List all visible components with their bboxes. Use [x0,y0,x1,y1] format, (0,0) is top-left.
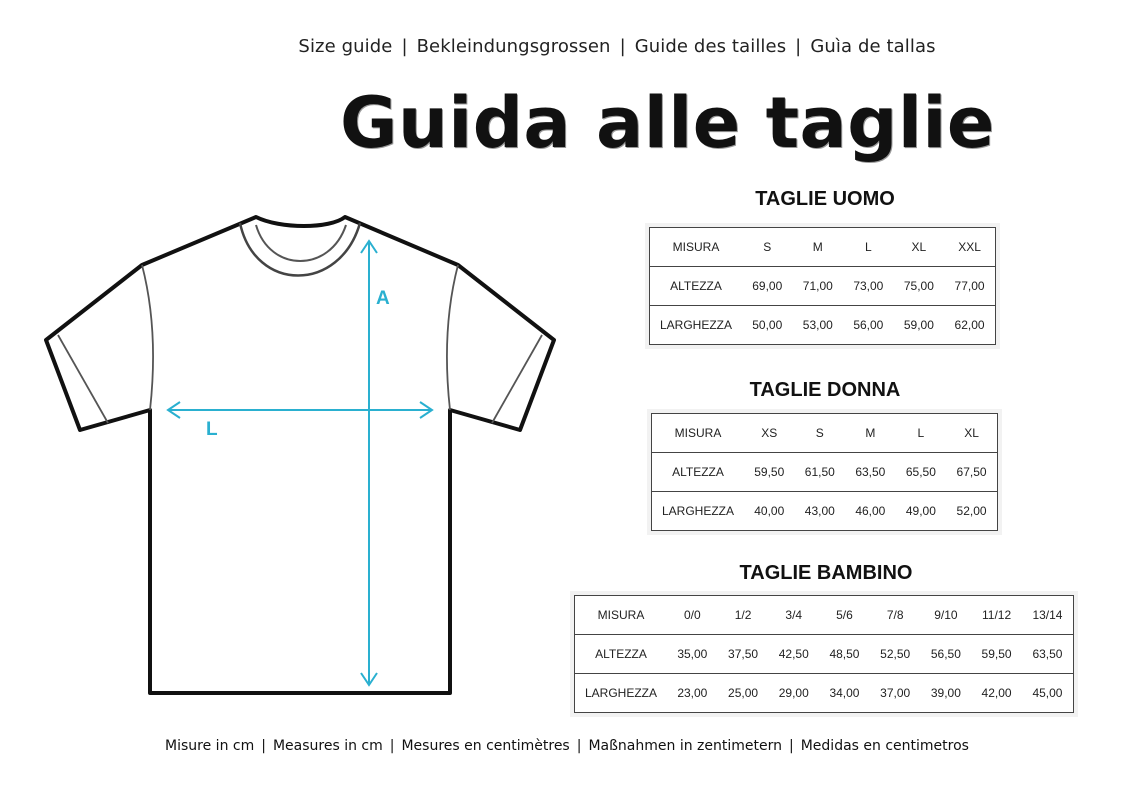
table-cell: 13/14 [1022,596,1074,635]
table-cell: 53,00 [793,306,844,345]
unit-it: Misure in cm [165,738,255,754]
table-cell: S [742,228,793,267]
table-header-row [650,228,996,267]
unit-en: Measures in cm [272,738,383,754]
table-cell: 7/8 [870,596,921,635]
unit-de: Maßnahmen in zentimetern [588,738,782,754]
page-title: Guida alle taglie [340,82,995,164]
table-cell: 73,00 [843,267,894,306]
table-cell: 49,00 [896,492,947,531]
table-cell: 77,00 [944,267,995,306]
table-cell: 35,00 [667,635,718,674]
table-header-row [575,596,1074,635]
width-label: L [206,419,218,440]
table-cell: 1/2 [718,596,769,635]
table-cell: 40,00 [744,492,795,531]
table-cell: 43,00 [795,492,846,531]
table-cell: 42,50 [768,635,819,674]
table-cell: 23,00 [667,674,718,713]
table-cell: 52,00 [946,492,997,531]
table-cell: MISURA [575,596,668,635]
lang-de: Bekleindungsgrossen [416,36,611,57]
table-cell: 42,00 [971,674,1022,713]
women-size-table [651,413,998,531]
kids-section-title: TAGLIE BAMBINO [739,562,913,584]
table-cell: LARGHEZZA [650,306,743,345]
table-row [650,306,996,345]
table-cell: 11/12 [971,596,1022,635]
table-cell: M [845,414,896,453]
table-cell: 0/0 [667,596,718,635]
table-cell: 71,00 [793,267,844,306]
language-header: Size guide | Bekleindungsgrossen | Guide des tailles | Guìa de tallas [298,36,936,57]
table-cell: 62,00 [944,306,995,345]
table-cell: 69,00 [742,267,793,306]
table-cell: 45,00 [1022,674,1074,713]
units-footer: Misure in cm | Measures in cm | Mesures en centimètres | Maßnahmen in zentimetern | Medidas en centimetros [165,738,969,754]
table-cell: LARGHEZZA [652,492,745,531]
table-cell: 37,00 [870,674,921,713]
table-cell: LARGHEZZA [575,674,668,713]
table-cell: ALTEZZA [575,635,668,674]
table-cell: XL [894,228,945,267]
men-size-table [649,227,996,345]
table-cell: 46,00 [845,492,896,531]
table-cell: 37,50 [718,635,769,674]
table-cell: XL [946,414,997,453]
table-cell: 25,00 [718,674,769,713]
table-cell: XS [744,414,795,453]
lang-fr: Guide des tailles [634,36,787,57]
kids-size-table [574,595,1074,713]
table-cell: 39,00 [921,674,972,713]
lang-es: Guìa de tallas [810,36,936,57]
table-cell: 63,50 [1022,635,1074,674]
table-cell: 9/10 [921,596,972,635]
table-cell: S [795,414,846,453]
men-section-title: TAGLIE UOMO [755,188,895,210]
table-cell: 59,50 [744,453,795,492]
table-cell: M [793,228,844,267]
tshirt-diagram [30,205,570,705]
table-cell: 50,00 [742,306,793,345]
table-cell: 34,00 [819,674,870,713]
table-row [650,267,996,306]
unit-fr: Mesures en centimètres [401,738,570,754]
table-cell: 65,50 [896,453,947,492]
table-cell: 67,50 [946,453,997,492]
table-cell: ALTEZZA [650,267,743,306]
table-cell: L [896,414,947,453]
table-cell: ALTEZZA [652,453,745,492]
table-cell: 48,50 [819,635,870,674]
table-cell: 63,50 [845,453,896,492]
table-row [652,453,998,492]
table-cell: 5/6 [819,596,870,635]
lang-en: Size guide [298,36,393,57]
table-row [652,492,998,531]
tshirt-outline-icon [46,217,554,693]
table-cell: 52,50 [870,635,921,674]
table-cell: MISURA [650,228,743,267]
table-cell: XXL [944,228,995,267]
table-cell: L [843,228,894,267]
table-header-row [652,414,998,453]
table-cell: MISURA [652,414,745,453]
women-section-title: TAGLIE DONNA [749,379,901,401]
table-cell: 29,00 [768,674,819,713]
table-cell: 56,50 [921,635,972,674]
height-label: A [376,288,390,309]
unit-es: Medidas en centimetros [800,738,969,754]
table-cell: 61,50 [795,453,846,492]
table-cell: 56,00 [843,306,894,345]
table-cell: 59,50 [971,635,1022,674]
table-cell: 75,00 [894,267,945,306]
table-row [575,635,1074,674]
table-row [575,674,1074,713]
table-cell: 59,00 [894,306,945,345]
table-cell: 3/4 [768,596,819,635]
